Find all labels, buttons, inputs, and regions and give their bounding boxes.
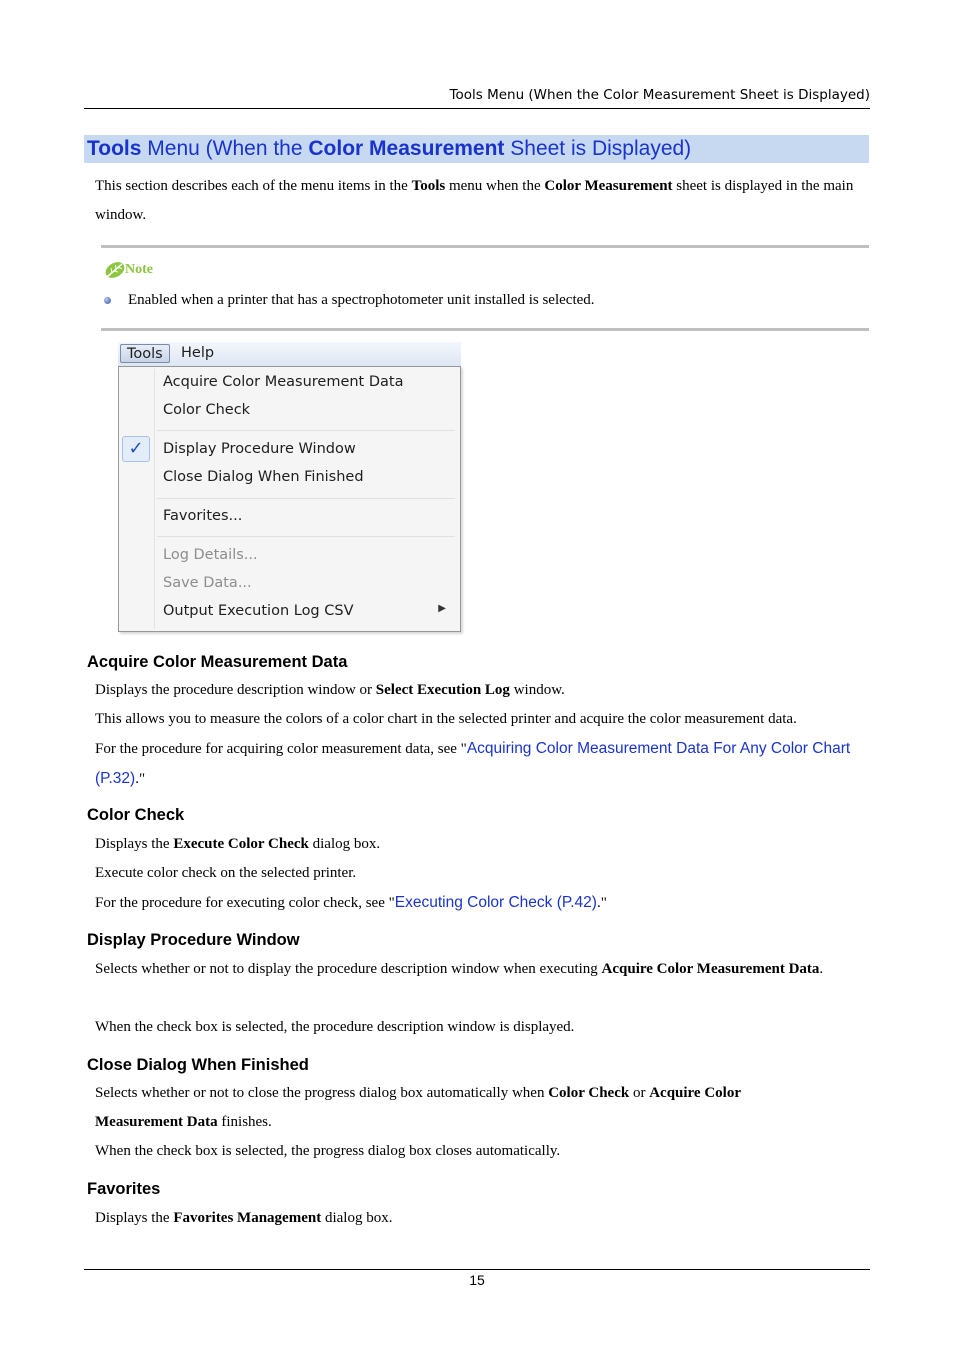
- text: .": [596, 895, 607, 911]
- link-executing-color-check[interactable]: Executing Color Check (P.42): [394, 894, 597, 911]
- intro-text-3: sheet is displayed in the main window.: [95, 178, 854, 223]
- check-icon: ✓: [122, 436, 150, 462]
- menu-item-acquire-color-measurement-data[interactable]: Acquire Color Measurement Data: [163, 374, 404, 390]
- color-check-paragraph-3: [95, 888, 870, 918]
- note-label: [103, 258, 153, 282]
- color-check-paragraph-1: [95, 830, 870, 859]
- close-dialog-paragraph-1: [95, 1079, 815, 1137]
- bold-text: Acquire Color Measurement Data: [601, 961, 820, 977]
- intro-text-1: This section describes each of the menu items in the: [95, 178, 412, 194]
- acquire-paragraph-3: [95, 734, 865, 794]
- heading-color-check: Color Check: [87, 806, 185, 824]
- intro-bold-2: Color Measurement: [544, 178, 673, 194]
- tools-dropdown: [118, 366, 461, 632]
- menu-gutter: [154, 369, 155, 629]
- note-top-rule: [101, 245, 869, 248]
- menubar: [118, 342, 461, 367]
- acquire-paragraph-2: This allows you to measure the colors of a color chart in the selected printer and acquire the color measurement data.: [95, 711, 797, 727]
- text: finishes.: [217, 1114, 272, 1130]
- favorites-paragraph-1: [95, 1204, 870, 1233]
- page-number: 15: [469, 1272, 485, 1288]
- title-text-2: Sheet is Displayed): [504, 137, 692, 160]
- submenu-arrow-icon: ▶: [438, 603, 446, 614]
- text: Selects whether or not to display the procedure description window when executing: [95, 961, 602, 977]
- note-bottom-rule: [101, 328, 869, 331]
- text: dialog box.: [308, 836, 381, 852]
- footer-rule: [84, 1269, 870, 1270]
- running-header: Tools Menu (When the Color Measurement Sheet is Displayed): [84, 86, 870, 109]
- bold-text: Favorites Management: [173, 1210, 322, 1226]
- menu-separator: [157, 536, 455, 537]
- note-text: Note: [125, 262, 153, 277]
- menubar-help[interactable]: Help: [181, 345, 215, 361]
- acquire-paragraph-1: [95, 676, 870, 705]
- link-acquiring-color-measurement-data[interactable]: Acquiring Color Measurement Data For Any Color Chart (P.32): [95, 740, 851, 787]
- title-tools: Tools: [87, 137, 142, 160]
- text: Selects whether or not to close the progress dialog box automatically when: [95, 1085, 549, 1101]
- menu-item-output-execution-log-csv[interactable]: Output Execution Log CSV: [163, 603, 354, 619]
- text: For the procedure for executing color check, see ": [95, 895, 395, 911]
- display-procedure-paragraph-1: [95, 955, 855, 984]
- bold-text: Acquire Color Measurement Data: [95, 1085, 741, 1130]
- title-text-1: Menu (When the: [141, 137, 309, 160]
- intro-bold-1: Tools: [411, 178, 446, 194]
- text: Displays the: [95, 1210, 174, 1226]
- heading-display-procedure-window: Display Procedure Window: [87, 931, 300, 949]
- close-dialog-paragraph-2: When the check box is selected, the progress dialog box closes automatically.: [95, 1143, 561, 1159]
- page-title: [84, 135, 869, 163]
- bullet-icon: [104, 297, 111, 304]
- text: dialog box.: [321, 1210, 393, 1226]
- menubar-tools[interactable]: Tools: [120, 344, 170, 363]
- menu-item-save-data: Save Data...: [163, 575, 252, 591]
- text: Displays the procedure description window or: [95, 682, 376, 698]
- display-procedure-paragraph-2: When the check box is selected, the procedure description window is displayed.: [95, 1019, 575, 1035]
- title-color-measurement: Color Measurement: [308, 137, 505, 160]
- menu-separator: [157, 430, 455, 431]
- note-bullet-text: Enabled when a printer that has a spectrophotometer unit installed is selected.: [128, 292, 595, 308]
- text: Displays the: [95, 836, 174, 852]
- text: .": [135, 771, 146, 787]
- tools-menu-screenshot: [118, 342, 461, 632]
- menu-item-close-dialog-when-finished[interactable]: Close Dialog When Finished: [163, 469, 364, 485]
- heading-acquire-color-measurement-data: Acquire Color Measurement Data: [87, 653, 348, 671]
- color-check-paragraph-2: Execute color check on the selected printer.: [95, 865, 357, 881]
- intro-paragraph: [95, 172, 870, 230]
- text: .: [819, 961, 824, 977]
- menu-item-display-procedure-window[interactable]: Display Procedure Window: [163, 441, 356, 457]
- text: For the procedure for acquiring color measurement data, see ": [95, 741, 467, 757]
- leaf-icon: [103, 259, 127, 281]
- bold-text: Select Execution Log: [375, 682, 510, 698]
- text: or: [629, 1085, 650, 1101]
- bold-text: Execute Color Check: [173, 836, 309, 852]
- bold-text: Color Check: [548, 1085, 630, 1101]
- intro-text-2: menu when the: [445, 178, 545, 194]
- menu-item-favorites[interactable]: Favorites...: [163, 508, 243, 524]
- menu-item-color-check[interactable]: Color Check: [163, 402, 251, 418]
- text: window.: [509, 682, 565, 698]
- heading-favorites: Favorites: [87, 1180, 161, 1198]
- menu-item-log-details: Log Details...: [163, 547, 258, 563]
- menu-separator: [157, 498, 455, 499]
- heading-close-dialog-when-finished: Close Dialog When Finished: [87, 1056, 309, 1074]
